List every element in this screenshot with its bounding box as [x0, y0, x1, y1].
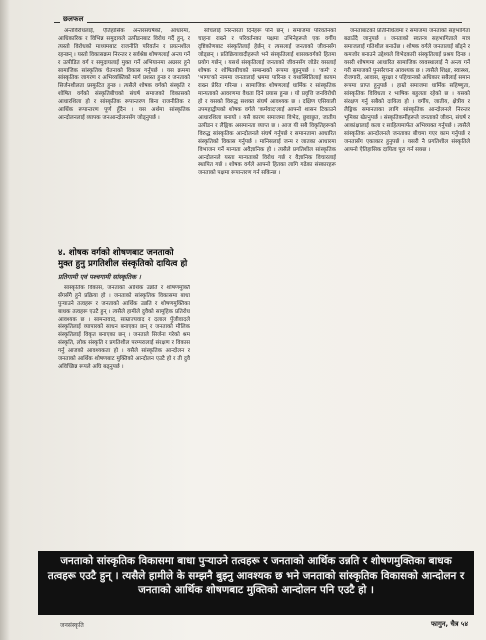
body-paragraph: जनताबाटको प्रतिनिधित्वमा र समाजमा जनताको सहभागिता बढाउँदै जानुपर्छ । जनताको स्वतन्त्र सहभागिताले मात्र समाजलाई गतिशील बनाउँछ । शोषक वर्गले जनतालाई बाँड्ने र कमजोर बनाउने उद्देश्यले विभेदकारी संस्कृतिलाई प्रश्रय दिन्छ । यसरी शोषणमा आधारित सामाजिक व्यवस्थालाई नै अन्त्य गर्ने गरी समाजको पुनर्संरचना आवश्यक छ । त्यसैले शिक्षा, स्वास्थ्य, रोजगारी, आवास, सुरक्षा र पहिचानको अधिकार सबैलाई समान रूपमा प्राप्त हुनुपर्छ । हाम्रो समाजमा धार्मिक सहिष्णुता, सांस्कृतिक विविधता र भाषिक बहुलता रहेको छ । यसको संरक्षण गर्नु सबैको दायित्व हो । वर्गीय, जातीय, क्षेत्रीय र लैङ्गिक समानताका लागि सांस्कृतिक आन्दोलनले निरन्तर भूमिका खेल्नुपर्छ । संस्कृतिकर्मीहरूले जनताको जीवन, संघर्ष र आकांक्षालाई कला र साहित्यमार्फत अभिव्यक्त गर्नुपर्छ । त्यसैले सांस्कृतिक आन्दोलनले जनताका बीचमा गएर काम गर्नुपर्छ र जनतासँग एकाकार हुनुपर्छ । यसरी नै प्रगतिशील संस्कृतिले आफ्नो ऐतिहासिक दायित्व पूरा गर्न सक्छ ।: [344, 28, 470, 153]
binding-shadow: [0, 0, 10, 640]
intro-paragraph: अन्तर्विरोधलाई, ऐतिहासिक अन्तरसंघर्षको, आधारमा, आधिकारिक र विभिन्न समुदायले उत्पीडनबाट विरोध गर्दै हुन्, र त्यस्तो विरोधको माध्यमबाट राजनीति परिवर्तन र प्रयत्नशील रहन्छन् । यस्तो विकासक्रम निरन्तर र सर्वश्रेष्ठ शोषणलाई अन्त्य गर्ने र उत्पीडित वर्ग र समुदायलाई मुक्त गर्ने अभियानमा अग्रसर हुने सामाजिक सांस्कृतिक चेतनाको विकास गर्नुपर्छ । यस क्रममा सांस्कृतिक जागरण र अभिव्यक्तिको मार्ग प्रशस्त हुन्छ र जनताको सिर्जनशीलता प्रस्फुटित हुन्छ । त्यसैले शोषक वर्गको संस्कृति र शोषित वर्गको संस्कृतिबीचको संघर्ष समाजको विकासको आधारशिला हो र सांस्कृतिक रूपान्तरण बिना राजनीतिक र आर्थिक रूपान्तरण पूर्ण हुँदैन । यस अर्थमा सांस्कृतिक आन्दोलनलाई व्यापक जनआन्दोलनसँग जोड्नुपर्छ ।: [58, 28, 190, 121]
pull-quote-box: जनताको सांस्कृतिक विकासमा बाधा पुऱ्याउने तत्वहरू र जनताको आर्थिक उन्नति र शोषणमुक्तिका बाधक तत्वहरू एउटै हुन् । त्यसैले हामीले के सम्झनै बुझ्नु आवश्यक छ भने जनताको सांस्कृतिक विकासको आन्दोलन र जनताको आर्थिक शोषणबाट मुक्तिको आन्दोलन पनि एउटै हो ।: [38, 551, 474, 615]
footer-publication: जनसंस्कृति: [60, 622, 84, 629]
column-left-body: [58, 285, 190, 374]
section-subheading: प्रतिगामी एवं पश्चगामी सांस्कृतिक ।: [58, 273, 141, 281]
section-heading: ४. शोषक वर्गको शोषणबाट जनताको मुक्त हुनु प्रगतिशील संस्कृतिको दायित्व हो: [58, 248, 188, 269]
column-right: [344, 28, 470, 552]
footer-date-page: फागुन, चैत्र ५४: [430, 620, 468, 628]
column-left: [58, 28, 190, 552]
header-rule: [54, 22, 462, 23]
column-middle: [198, 28, 336, 552]
body-paragraph: सांस्कृतिक विकास, जनताको आर्थिक उन्नति र शोषणमुक्ति सँगसँगै हुने प्रक्रिया हो । जनताको सांस्कृतिक विकासमा बाधा पुऱ्याउने तत्वहरू र जनताको आर्थिक उन्नति र शोषणमुक्तिका बाधक तत्वहरू एउटै हुन् । त्यसैले हामीले दुवैको सामूहिक प्रतिरोध आवश्यक छ । सामन्तवाद, साम्राज्यवाद र दलाल पुँजीवादले संस्कृतिलाई व्यापारको साधन बनाएका छन् र जनताको मौलिक संस्कृतिलाई विकृत बनाएका छन् । जनताले सिर्जना गरेको श्रम संस्कृति, लोक संस्कृति र प्रगतिशील परम्परालाई संरक्षण र विकास गर्नु आजको आवश्यकता हो । यसैले सांस्कृतिक आन्दोलन र जनताको आर्थिक शोषणबाट मुक्तिको आन्दोलन एउटै हो र ती दुवै अविच्छिन्न रूपले अघि बढ्नुपर्छ ।: [58, 284, 190, 370]
section-tag: छलफल: [60, 15, 87, 24]
body-paragraph: सोचलाई निरन्तरता दिनेहरू पनि छन् । समाजमा परिवर्तनको चाहना राख्ने र परिवर्तनका पक्षमा उभिनेहरूले एक वर्गीय दृष्टिकोणबाट संस्कृतिलाई हेर्छन् र त्यसलाई जनताको जीवनसँग जोड्छन् । प्रतिक्रियावादीहरूले भने संस्कृतिलाई शासकवर्गको हितमा प्रयोग गर्छन् । यसर्थ संस्कृतिलाई जनताको जीवनसँग जोडेर यसलाई शोषक र शोषितबीचको सम्बन्धको रूपमा बुझ्नुपर्छ । 'कर्म' र 'भाग्य'को नाममा जनतालाई भ्रममा पारिन्छ र यथास्थितिलाई कायम राख्न प्रेरित गरिन्छ । सामाजिक शोषणलाई धार्मिक र सांस्कृतिक मान्यताको आवरणमा वैधता दिने प्रयास हुन्छ । यो प्रवृत्ति जनविरोधी हो र यसको विरुद्ध सशक्त संघर्ष आवश्यक छ । दक्षिण एसियाली उपमहाद्वीपको शोषक वर्गले 'कर्मवाद'लाई आफ्नो शासन टिकाउने आधारशिला बनायो । यसै कारण समाजमा विभेद, छुवाछुत, जातीय उत्पीडन र लैङ्गिक असमानता व्याप्त छ । आज यी सबै विकृतिहरूको विरुद्ध सांस्कृतिक आन्दोलनले संघर्ष गर्नुपर्छ र समानतामा आधारित संस्कृतिको विकास गर्नुपर्छ । मानिसलाई जन्म र जातका आधारमा विभाजन गर्ने मान्यता अवैज्ञानिक हो । त्यसैले प्रगतिशील सांस्कृतिक आन्दोलनले यस्ता मान्यताको विरोध गर्छ र वैज्ञानिक विचारलाई स्थापित गर्छ । शोषक वर्गले आफ्नो हितका लागि गढेका संस्कारहरू जनताको पक्षमा रूपान्तरण गर्न सकिन्छ ।: [198, 28, 336, 177]
column-left-intro: [58, 28, 190, 242]
